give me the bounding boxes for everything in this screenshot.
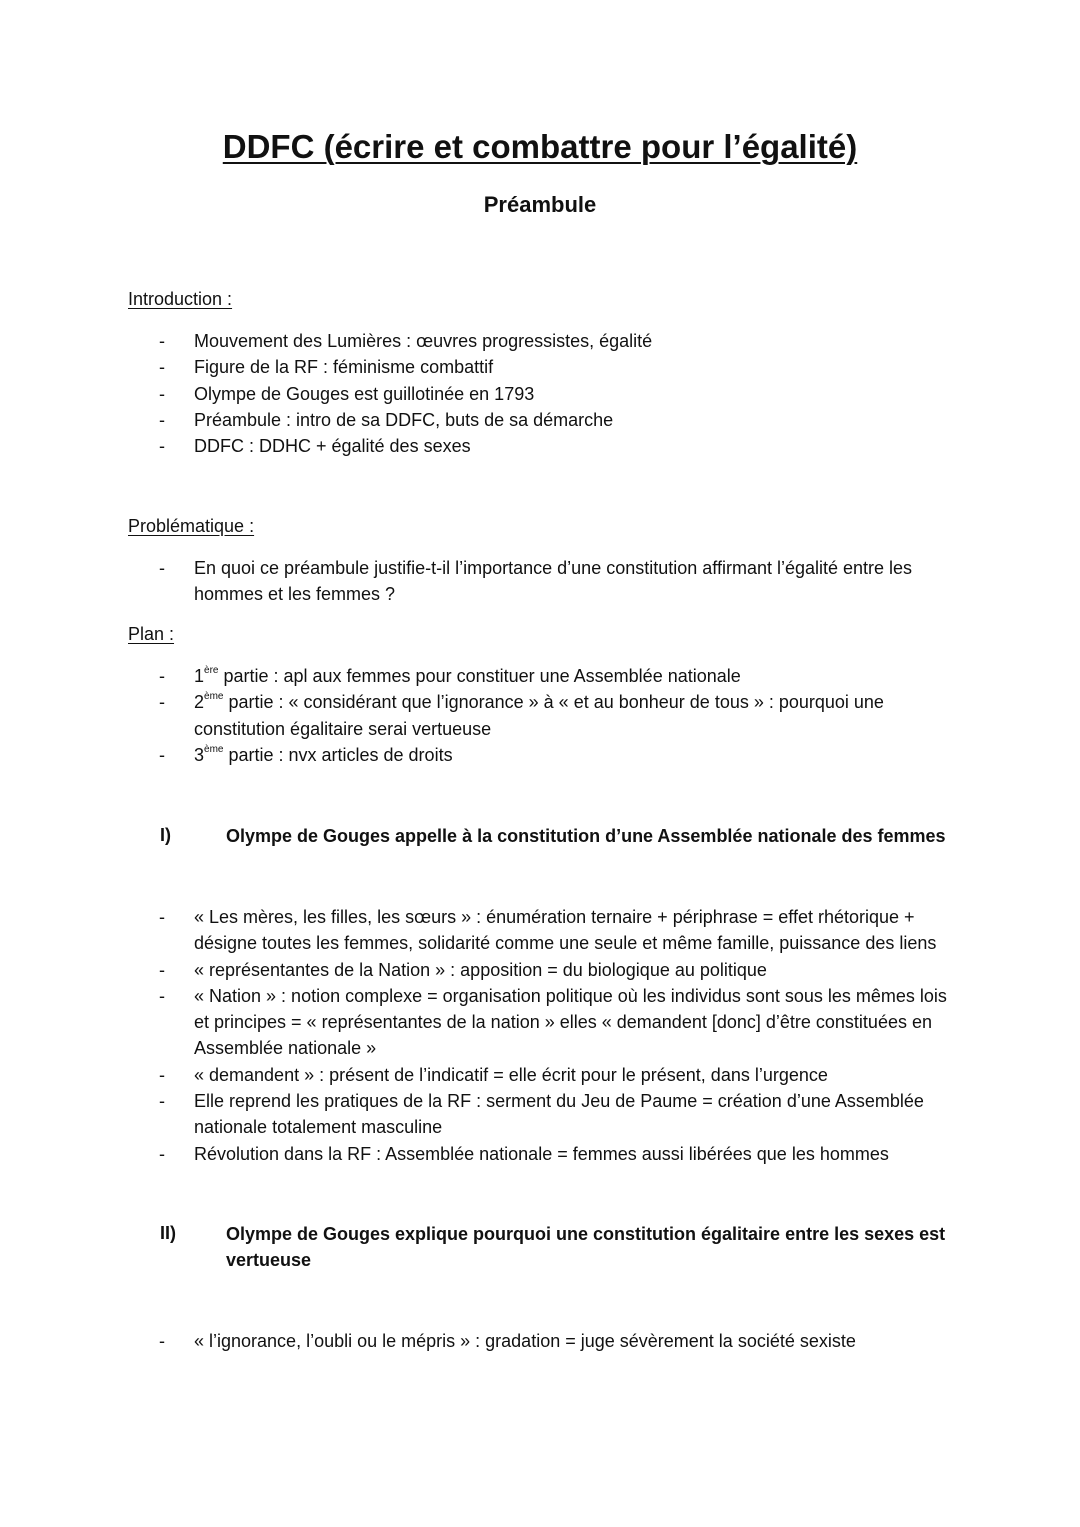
plan-item [0, 663, 1080, 689]
list-item: - En quoi ce préambule justifie-t-il l’importance d’une constitution affirmant l’égalité entre les hommes et les femmes ? [0, 555, 1080, 608]
plan-item-number: 2 [194, 692, 205, 713]
introduction-heading: Introduction : [128, 289, 233, 309]
plan-item-ordinal: ème [204, 743, 224, 755]
problematique-heading: Problématique : [128, 516, 255, 536]
list-item: - Mouvement des Lumières : œuvres progressistes, égalité [0, 328, 1080, 354]
plan-item-text: partie : apl aux femmes pour constituer une Assemblée nationale [218, 666, 741, 686]
plan-item-text: partie : « considérant que l’ignorance » à « et au bonheur de tous » : pourquoi une constitution égalitaire serai vertueuse [194, 692, 884, 739]
page-subtitle: Préambule [483, 192, 597, 217]
part-2-list [0, 1328, 1080, 1354]
list-item: - « représentantes de la Nation » : apposition = du biologique au politique [0, 957, 1080, 983]
part-1-list [0, 904, 1080, 1167]
plan-item-number: 1 [194, 666, 205, 686]
introduction-list [0, 328, 1080, 459]
part-1-title: Olympe de Gouges appelle à la constitution d’une Assemblée nationale des femmes [226, 826, 946, 846]
plan-item-ordinal: ème [204, 691, 224, 703]
problematique-list [0, 555, 1080, 608]
part-1-number: I) [160, 825, 171, 845]
plan-list [0, 663, 1080, 768]
list-item: - « demandent » : présent de l’indicatif = elle écrit pour le présent, dans l’urgence [0, 1062, 1080, 1088]
list-item: - Révolution dans la RF : Assemblée nationale = femmes aussi libérées que les hommes [0, 1141, 1080, 1167]
part-2-title: Olympe de Gouges explique pourquoi une constitution égalitaire entre les sexes est vertueuse [226, 1224, 946, 1270]
list-item: - Figure de la RF : féminisme combattif [0, 354, 1080, 380]
list-item: - « l’ignorance, l’oubli ou le mépris » : gradation = juge sévèrement la société sexiste [0, 1328, 1080, 1354]
list-item: - Olympe de Gouges est guillotinée en 1793 [0, 381, 1080, 407]
plan-item [0, 689, 1080, 742]
list-item: - « Nation » : notion complexe = organisation politique où les individus sont sous les mêmes lois et principes = « représentantes de la nation » elles « demandent [donc] d’être constituées en Assemblée nationale » [0, 983, 1080, 1062]
plan-item [0, 742, 1080, 768]
list-item: - Préambule : intro de sa DDFC, buts de sa démarche [0, 407, 1080, 433]
page-title: DDFC (écrire et combattre pour l’égalité) [222, 128, 858, 165]
part-2-number: II) [160, 1223, 176, 1243]
plan-item-text: partie : nvx articles de droits [223, 744, 453, 765]
list-item: - Elle reprend les pratiques de la RF : serment du Jeu de Paume = création d’une Assemblée nationale totalement masculine [0, 1088, 1080, 1141]
plan-item-number: 3 [194, 744, 205, 765]
list-item: - « Les mères, les filles, les sœurs » : énumération ternaire + périphrase = effet rhétorique + désigne toutes les femmes, solidarité comme une seule et même famille, puissance des liens [0, 904, 1080, 957]
list-item: - DDFC : DDHC + égalité des sexes [0, 433, 1080, 459]
plan-heading: Plan : [128, 624, 175, 644]
plan-item-ordinal: ère [204, 665, 219, 676]
